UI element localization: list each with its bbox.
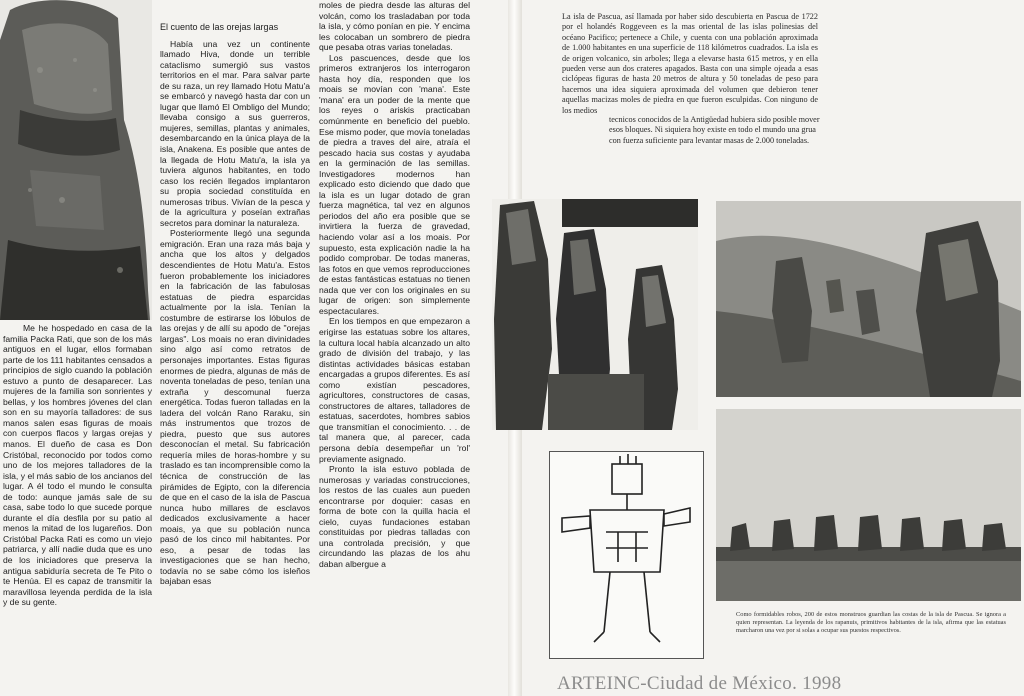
rongorongo-figure-drawing — [549, 451, 704, 659]
paragraph: Posteriormente llegó una segunda emigración. Eran una raza más baja y ancha que los altos y delgados descendientes de Hotu Matu'a. Estos fueron probablemente los iniciadores en la fabricación de las fabulosas estatuas de piedra esparcidas actualmente por la isla. Tenían la costumbre de estirarse los lóbulos de las orejas y de allí su apodo de "orejas largas". Los moais no eran divinidades sino algo así como retratos de personajes importantes. Estas figuras enormes de piedra, algunas de más de noventa toneladas de peso, tenían una extraña y descomunal fuerza energética. Todas fueron talladas en la ladera del volcán Rano Raraku, sin más instrumentos que trozos de piedra, puesto que sus autores desconocían el metal. Su fabricación requería miles de horas-hombre y su traslado es tan incomprensible como la técnica de construcción de las pirámides de Egipto, con la diferencia de que en el caso de la isla de Pascua nunca hubo millares de esclavos dedicados exclusivamente a hacer moais, ya que su población nunca pasó de los cinco mil habitantes. Por eso, a pesar de todas las investigaciones que se han hecho, todavía no se sabe cómo los isleños bajaban esas — [160, 228, 310, 587]
photo-caption-text: Como formidables robos, 200 de estos monstruos guardian las costas de la isla de Pascua. Se ignora a quien representan. La leyenda de los rapanuis, primitivos habitantes de la isla, afirma que las estatuas marcharon una vez por si solas a ocupar sus puestos respectivos. — [736, 611, 1006, 634]
article-title: El cuento de las orejas largas — [160, 22, 279, 32]
article-column-2 — [319, 0, 470, 570]
paragraph: Los pascuences, desde que los primeros extranjeros los interrogaron hasta hoy día, responden que los moais se movían con 'mana'. Este 'mana' era un poder de la mente que los reyes o ariskis practicaban comúnmente en beneficio del pueblo. Ese mismo poder, que movía toneladas de piedra a traves del aire, atraía el pescado hacia sus costas y ayudaba en la germinación de las semillas. Investigadores modernos han explicado esto diciendo que dado que la isla es un lugar dotado de gran fuerza magnética, tal vez en algunos periodos del año era posible que se invirtiera la fuerza de gravedad, haciendo volar así a los moais. Por supuesto, esta explicación nadie la ha podido comprobar. De todas maneras, las fotos en que vemos reproducciones de estas fantásticas estatuas no tienen nada que ver con los originales en su lugar de origen: son simplemente espectaculares. — [319, 52, 470, 316]
paragraph: moles de piedra desde las alturas del volcán, como los trasladaban por toda la isla, y cómo ponían en pie. Y encima les colocaban un sombrero de piedra que pesaba otras varias toneladas. — [319, 0, 470, 53]
moai-hillside-photo — [716, 201, 1021, 397]
host-family-caption — [3, 323, 152, 608]
moai-head-photo — [0, 0, 152, 320]
intro-text-1: La isla de Pascua, así llamada por haber sido descubierta en Pascua de 1722 por el holandés Roggeveen es la mas oriental de las islas polinesias del océano Pacifico; pertenece a Chile, y cuenta con una población aproximada de 1.000 habitantes en una superficie de 118 kilómetros cuadrados. La isla es de origen volcanico, sin arboles; llega a elevarse hasta 615 metros, y en ella pueden verse aun dos crateres apagados. Basta con una simple ojeada a esas ciclópeas figuras de hasta 20 metros de altura y 50 toneladas de peso para hacernos una idea siquiera aproximada del volumen que debieron tener aquellas macizas moles de piedra en que fueron esculpidas. Con ninguno de los medios — [562, 12, 818, 115]
photo-caption — [736, 611, 1006, 634]
paragraph: En los tiempos en que empezaron a erigirse las estatuas sobre los altares, la cultura local había alcanzado un alto grado de división del trabajo, y las distintas actividades básicas estaban encargadas a grupos diferentes. Es así como existían pescadores, agricultores, constructores de casas, constructores de altares, talladores de estatuas, sacerdotes, hombres sabios que transmitían el conocimiento. . . de tal manera que, al parecer, cada persona debía desempeñar un 'rol' previamente asignado. — [319, 316, 470, 464]
publication-footer: ARTEINC-Ciudad de México. 1998 — [557, 673, 842, 694]
article-column-1 — [160, 22, 310, 587]
paragraph: Había una vez un continente llamado Hiva, donde un terrible cataclismo sumergió sus vastos territorios en el mar. Para salvar parte de su raza, un rey llamado Hotu Matu'a se embarcó y navegó hasta dar con un lugar que llamó El Ombligo del Mundo; llevaba consigo a sus guerreros, mujeres, semillas, plantas y animales, desembarcando en la única playa de la isla, Anakena. Es posible que antes de la llegada de Hotu Matu'a, la isla ya tuviera algunos habitantes, en todo caso los recién llegados implantaron su propia sociedad constituída en numerosas tribus. Vivían de la pesca y de la agricultura y poseían extrañas secretos para dominar la naturaleza. — [160, 38, 310, 228]
paragraph: Pronto la isla estuvo poblada de numerosas y variadas construcciones, los restos de las cuales aun pueden encontrarse por doquier: casas en forma de bote con la quilla hacia el cielo, cuyas fundaciones estaban constituidas por piedras talladas con una controlada precisión, y que circundando las plazas de los ahu daban albergue a — [319, 464, 470, 569]
intro-text-2: tecnicos conocidos de la Antigüedad hubiera sido posible mover esos bloques. Ni siquiera hoy existe en todo el mundo una grua con fuerza suficiente para levantar masas de 2.000 toneladas. — [609, 115, 820, 145]
easter-island-intro — [562, 12, 818, 116]
moai-row-photo — [716, 409, 1021, 601]
caption-paragraph: Me he hospedado en casa de la familia Packa Rati, que son de los más antiguos en el lugar, ellos formaban parte de los 111 habitantes censados a principios de siglo cuando la población estuvo a punto de desaparecer. Las mujeres de la familia son sonrientes y bellas, y los hombres jóvenes del clan son en su mayoría talladores: de sus manos salen esas figuras de moais con cuerpos flacos y largas orejas y manos. El dueño de casa es Don Cristóbal, reconocido por todos como uno de los mejores talladores de la isla, y el más sabio de los ancianos del lugar. A él todo el mundo le consulta de todo: aunque jamás sale de su casa, sabe todo lo que sucede porque durante el día desfila por su patio al menos la mitad de los lugareños. Don Cristóbal Packa Rati es como un viejo patriarca, y allí nadie duda que es uno de los iniciadores que preserva la antigua sabiduría secreta de Te Pito o te Henúa. El es capaz de transmitir la maravillosa leyenda perdida de la isla y de su gente. — [3, 323, 152, 608]
three-moai-photo — [492, 199, 698, 430]
easter-island-intro-continued — [609, 115, 821, 146]
